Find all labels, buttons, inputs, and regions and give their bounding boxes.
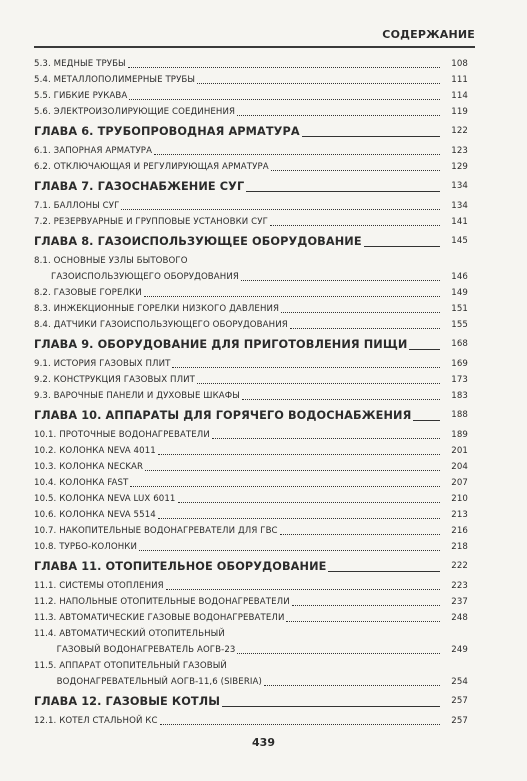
entry-title: 9.1. ИСТОРИЯ ГАЗОВЫХ ПЛИТ xyxy=(34,359,171,369)
dot-leader xyxy=(129,99,440,100)
dot-leader xyxy=(145,470,440,471)
toc-entry-row xyxy=(34,459,468,475)
entry-page-number: 249 xyxy=(451,645,468,655)
entry-title: 6.1. ЗАПОРНАЯ АРМАТУРА xyxy=(34,146,153,156)
toc-entry-row xyxy=(34,198,468,214)
entry-title: 5.4. МЕТАЛЛОПОЛИМЕРНЫЕ ТРУБЫ xyxy=(34,75,196,85)
entry-page-number: 183 xyxy=(451,391,468,401)
dot-leader xyxy=(264,685,440,686)
dot-leader xyxy=(413,420,440,421)
dot-leader xyxy=(158,454,440,455)
entry-page-number: 134 xyxy=(451,201,468,211)
dot-leader xyxy=(212,438,440,439)
entry-page-number: 108 xyxy=(451,59,468,69)
dot-leader xyxy=(172,367,440,368)
toc-chapter-row xyxy=(34,333,468,356)
toc-entry-row xyxy=(34,104,468,120)
toc-entry-row xyxy=(34,372,468,388)
toc-chapter-row xyxy=(34,175,468,198)
chapter-title: ГЛАВА 10. АППАРАТЫ ДЛЯ ГОРЯЧЕГО ВОДОСНАБЖЕНИЯ xyxy=(34,409,412,422)
entry-title: 10.3. КОЛОНКА NECKAR xyxy=(34,462,144,472)
entry-title: 8.1. ОСНОВНЫЕ УЗЛЫ БЫТОВОГО xyxy=(34,256,188,266)
dot-leader xyxy=(271,170,440,171)
toc-entry-row xyxy=(34,427,468,443)
entry-title: 8.2. ГАЗОВЫЕ ГОРЕЛКИ xyxy=(34,288,142,298)
entry-page-number: 223 xyxy=(451,581,468,591)
toc-entry-row xyxy=(34,143,468,159)
entry-title: 10.2. КОЛОНКА NEVA 4011 xyxy=(34,446,156,456)
entry-page-number: 213 xyxy=(451,510,468,520)
entry-title: 12.1. КОТЕЛ СТАЛЬНОЙ КС xyxy=(34,716,158,726)
entry-page-number: 123 xyxy=(451,146,468,156)
toc-entry-row xyxy=(34,674,468,690)
toc-entry-row xyxy=(34,523,468,539)
toc-entry-row xyxy=(34,301,468,317)
entry-page-number: 146 xyxy=(451,272,468,282)
dot-leader xyxy=(121,209,440,210)
entry-page-number: 168 xyxy=(451,339,468,349)
toc-entry-row xyxy=(34,285,468,301)
entry-title: 10.4. КОЛОНКА FAST xyxy=(34,478,129,488)
header-title: СОДЕРЖАНИЕ xyxy=(382,28,475,41)
entry-title: 9.2. КОНСТРУКЦИЯ ГАЗОВЫХ ПЛИТ xyxy=(34,375,196,385)
toc-entry-row xyxy=(34,713,468,729)
toc-chapter-row xyxy=(34,230,468,253)
entry-page-number: 122 xyxy=(451,126,468,136)
toc-entry-row xyxy=(34,356,468,372)
toc-chapter-row xyxy=(34,120,468,143)
entry-page-number: 201 xyxy=(451,446,468,456)
dot-leader xyxy=(130,486,440,487)
toc-entry-row xyxy=(34,72,468,88)
chapter-title: ГЛАВА 11. ОТОПИТЕЛЬНОЕ ОБОРУДОВАНИЕ xyxy=(34,560,327,573)
entry-title: 5.3. МЕДНЫЕ ТРУБЫ xyxy=(34,59,126,69)
toc-chapter-row xyxy=(34,404,468,427)
toc-entry-row xyxy=(34,443,468,459)
entry-title: 5.6. ЭЛЕКТРОИЗОЛИРУЮЩИЕ СОЕДИНЕНИЯ xyxy=(34,107,236,117)
entry-page-number: 151 xyxy=(451,304,468,314)
dot-leader xyxy=(158,518,440,519)
entry-page-number: 222 xyxy=(451,561,468,571)
entry-page-number: 173 xyxy=(451,375,468,385)
dot-leader xyxy=(409,349,440,350)
dot-leader xyxy=(128,67,440,68)
entry-page-number: 257 xyxy=(451,716,468,726)
entry-page-number: 188 xyxy=(451,410,468,420)
dot-leader xyxy=(197,83,440,84)
entry-page-number: 207 xyxy=(451,478,468,488)
entry-page-number: 141 xyxy=(451,217,468,227)
toc-entry-row xyxy=(34,658,468,674)
entry-page-number: 210 xyxy=(451,494,468,504)
toc-entry-row xyxy=(34,642,468,658)
dot-leader xyxy=(144,296,440,297)
entry-title: 11.4. АВТОМАТИЧЕСКИЙ ОТОПИТЕЛЬНЫЙ xyxy=(34,629,225,639)
entry-page-number: 204 xyxy=(451,462,468,472)
page-header xyxy=(34,26,475,48)
dot-leader xyxy=(290,328,440,329)
toc-entry-row xyxy=(34,578,468,594)
toc-entry-row xyxy=(34,317,468,333)
chapter-title: ГЛАВА 7. ГАЗОСНАБЖЕНИЕ СУГ xyxy=(34,180,245,193)
dot-leader xyxy=(280,534,440,535)
toc-chapter-row xyxy=(34,690,468,713)
entry-title: 10.1. ПРОТОЧНЫЕ ВОДОНАГРЕВАТЕЛИ xyxy=(34,430,210,440)
toc-entry-row xyxy=(34,56,468,72)
entry-page-number: 119 xyxy=(451,107,468,117)
toc-entry-row xyxy=(34,491,468,507)
entry-page-number: 169 xyxy=(451,359,468,369)
dot-leader xyxy=(237,115,440,116)
entry-title: 10.8. ТУРБО-КОЛОНКИ xyxy=(34,542,138,552)
entry-title: 11.3. АВТОМАТИЧЕСКИЕ ГАЗОВЫЕ ВОДОНАГРЕВАТЕЛИ xyxy=(34,613,285,623)
toc-entry-row xyxy=(34,388,468,404)
entry-title: 11.2. НАПОЛЬНЫЕ ОТОПИТЕЛЬНЫЕ ВОДОНАГРЕВАТЕЛИ xyxy=(34,597,290,607)
toc-chapter-row xyxy=(34,555,468,578)
entry-page-number: 248 xyxy=(451,613,468,623)
entry-page-number: 145 xyxy=(451,236,468,246)
dot-leader xyxy=(270,225,440,226)
dot-leader xyxy=(166,589,440,590)
entry-title: 11.5. АППАРАТ ОТОПИТЕЛЬНЫЙ ГАЗОВЫЙ xyxy=(34,661,227,671)
toc-entry-row xyxy=(34,626,468,642)
dot-leader xyxy=(139,550,440,551)
entry-page-number: 216 xyxy=(451,526,468,536)
toc-entry-row xyxy=(34,539,468,555)
entry-title: ГАЗОВЫЙ ВОДОНАГРЕВАТЕЛЬ АОГВ-23 xyxy=(34,645,236,655)
entry-title: 10.5. КОЛОНКА NEVA LUX 6011 xyxy=(34,494,176,504)
entry-page-number: 114 xyxy=(451,91,468,101)
toc-entry-row xyxy=(34,159,468,175)
entry-title: 10.7. НАКОПИТЕЛЬНЫЕ ВОДОНАГРЕВАТЕЛИ ДЛЯ ГВС xyxy=(34,526,278,536)
entry-page-number: 134 xyxy=(451,181,468,191)
page-number: 439 xyxy=(252,736,275,749)
dot-leader xyxy=(328,571,440,572)
entry-title: ГАЗОИСПОЛЬЗУЮЩЕГО ОБОРУДОВАНИЯ xyxy=(34,272,239,282)
dot-leader xyxy=(281,312,440,313)
toc-entry-row xyxy=(34,88,468,104)
entry-title: 9.3. ВАРОЧНЫЕ ПАНЕЛИ И ДУХОВЫЕ ШКАФЫ xyxy=(34,391,240,401)
toc-entry-row xyxy=(34,214,468,230)
toc-entry-row xyxy=(34,475,468,491)
dot-leader xyxy=(160,724,440,725)
entry-title: 8.3. ИНЖЕКЦИОННЫЕ ГОРЕЛКИ НИЗКОГО ДАВЛЕНИЯ xyxy=(34,304,280,314)
dot-leader xyxy=(154,154,440,155)
toc-entry-row xyxy=(34,507,468,523)
entry-page-number: 257 xyxy=(451,696,468,706)
entry-page-number: 254 xyxy=(451,677,468,687)
entry-page-number: 111 xyxy=(451,75,468,85)
dot-leader xyxy=(364,246,440,247)
table-of-contents xyxy=(34,56,468,729)
entry-title: 6.2. ОТКЛЮЧАЮЩАЯ И РЕГУЛИРУЮЩАЯ АРМАТУРА xyxy=(34,162,269,172)
entry-title: 11.1. СИСТЕМЫ ОТОПЛЕНИЯ xyxy=(34,581,164,591)
dot-leader xyxy=(302,136,440,137)
chapter-title: ГЛАВА 12. ГАЗОВЫЕ КОТЛЫ xyxy=(34,695,221,708)
toc-entry-row xyxy=(34,269,468,285)
dot-leader xyxy=(178,502,441,503)
entry-page-number: 218 xyxy=(451,542,468,552)
entry-title: 8.4. ДАТЧИКИ ГАЗОИСПОЛЬЗУЮЩЕГО ОБОРУДОВАНИЯ xyxy=(34,320,288,330)
entry-title: 7.2. РЕЗЕРВУАРНЫЕ И ГРУППОВЫЕ УСТАНОВКИ СУГ xyxy=(34,217,268,227)
entry-page-number: 189 xyxy=(451,430,468,440)
toc-entry-row xyxy=(34,253,468,269)
dot-leader xyxy=(222,706,440,707)
entry-title: 5.5. ГИБКИЕ РУКАВА xyxy=(34,91,128,101)
chapter-title: ГЛАВА 9. ОБОРУДОВАНИЕ ДЛЯ ПРИГОТОВЛЕНИЯ ПИЩИ xyxy=(34,338,408,351)
dot-leader xyxy=(242,399,440,400)
entry-page-number: 237 xyxy=(451,597,468,607)
entry-page-number: 149 xyxy=(451,288,468,298)
dot-leader xyxy=(292,605,440,606)
entry-title: ВОДОНАГРЕВАТЕЛЬНЫЙ АОГВ-11,6 (SIBERIA) xyxy=(34,677,262,687)
toc-entry-row xyxy=(34,610,468,626)
entry-title: 10.6. КОЛОНКА NEVA 5514 xyxy=(34,510,156,520)
toc-entry-row xyxy=(34,594,468,610)
dot-leader xyxy=(286,621,440,622)
dot-leader xyxy=(246,191,440,192)
dot-leader xyxy=(241,280,440,281)
dot-leader xyxy=(197,383,440,384)
entry-title: 7.1. БАЛЛОНЫ СУГ xyxy=(34,201,120,211)
chapter-title: ГЛАВА 6. ТРУБОПРОВОДНАЯ АРМАТУРА xyxy=(34,125,300,138)
entry-page-number: 129 xyxy=(451,162,468,172)
entry-page-number: 155 xyxy=(451,320,468,330)
chapter-title: ГЛАВА 8. ГАЗОИСПОЛЬЗУЮЩЕЕ ОБОРУДОВАНИЕ xyxy=(34,235,362,248)
dot-leader xyxy=(237,653,440,654)
